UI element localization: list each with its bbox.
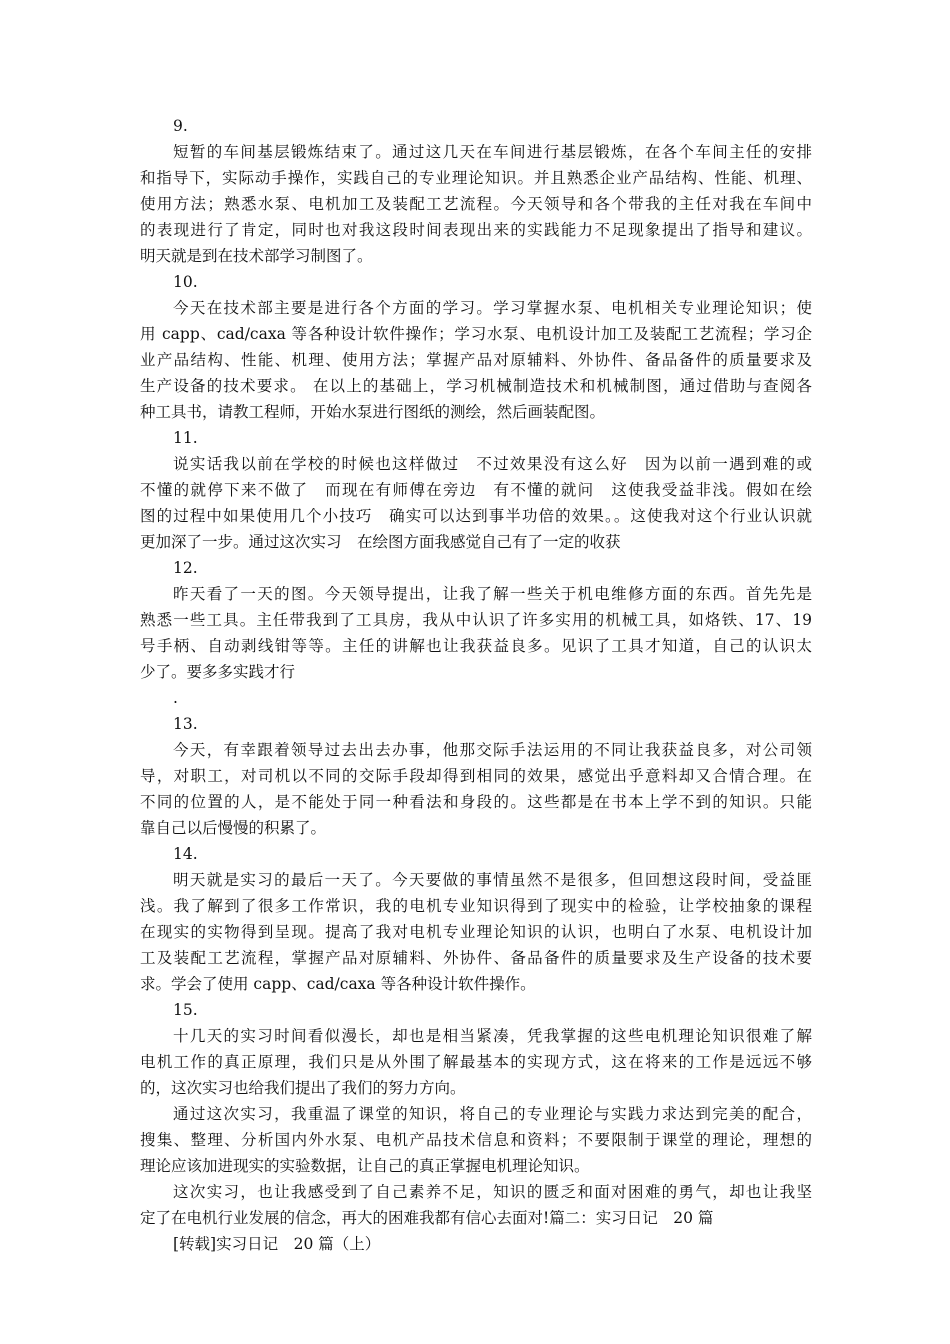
text-line: 这次实习，也让我感受到了自己素养不足，知识的匮乏和面对困难的勇气，却也让我坚 [173,1183,812,1201]
text-line: 不同的位置的人，是不能处于同一种看法和身段的。这些都是在书本上学不到的知识。只能 [140,793,812,811]
text-line: 明天就是到在技术部学习制图了。 [140,247,373,265]
text-line: 求。学会了使用 capp、cad/caxa 等各种设计软件操作。 [140,975,536,993]
text-line: 14. [173,845,198,863]
text-line: 和指导下，实际动手操作，实践自己的专业理论知识。并且熟悉企业产品结构、性能、机理、 [140,169,812,187]
text-line: 熟悉一些工具。主任带我到了工具房，我从中认识了许多实用的机械工具，如烙铁、17、19 [140,611,812,629]
text-line: 明天就是实习的最后一天了。今天要做的事情虽然不是很多，但回想这段时间，受益匪 [173,871,812,889]
text-line: 工及装配工艺流程，掌握产品对原辅料、外协件、备品备件的质量要求及生产设备的技术要 [140,949,812,967]
text-line: 生产设备的技术要求。 在以上的基础上，学习机械制造技术和机械制图，通过借助与查阅各 [140,377,812,395]
text-line: 定了在电机行业发展的信念，再大的困难我都有信心去面对!篇二：实习日记 20 篇 [140,1209,714,1227]
text-line: 在现实的实物得到呈现。提高了我对电机专业理论知识的认识，也明白了水泵、电机设计加 [140,923,812,941]
text-line: 号手柄、自动剥线钳等等。主任的讲解也让我获益良多。见识了工具才知道，自己的认识太 [140,637,812,655]
text-line: 短暂的车间基层锻炼结束了。通过这几天在车间进行基层锻炼，在各个车间主任的安排 [173,143,812,161]
text-line: 使用方法；熟悉水泵、电机加工及装配工艺流程。今天领导和各个带我的主任对我在车间中 [140,195,812,213]
text-line: 浅。我了解到了很多工作常识，我的电机专业知识得到了现实中的检验，让学校抽象的课程 [140,897,812,915]
text-line: 10. [173,273,198,291]
text-line: 用 capp、cad/caxa 等各种设计软件操作；学习水泵、电机设计加工及装配工艺流程；学习企 [140,325,812,343]
text-line: 11. [173,429,198,447]
text-line: 今天，有幸跟着领导过去出去办事，他那交际手法运用的不同让我获益良多，对公司领 [173,741,812,759]
text-line: 12. [173,559,198,577]
text-line: 业产品结构、性能、机理、使用方法；掌握产品对原辅料、外协件、备品备件的质量要求及 [140,351,812,369]
text-line: 搜集、整理、分析国内外水泵、电机产品技术信息和资料；不要限制于课堂的理论，理想的 [140,1131,812,1149]
text-line: 说实话我以前在学校的时候也这样做过 不过效果没有这么好 因为以前一遇到难的或 [173,455,812,473]
text-line: 图的过程中如果使用几个小技巧 确实可以达到事半功倍的效果。。这使我对这个行业认识就 [140,507,812,525]
text-line: 通过这次实习，我重温了课堂的知识，将自己的专业理论与实践力求达到完美的配合， [173,1105,812,1123]
text-line: 不懂的就停下来不做了 而现在有师傅在旁边 有不懂的就问 这使我受益非浅。假如在绘 [140,481,812,499]
text-line: 13. [173,715,198,733]
text-line: 更加深了一步。通过这次实习 在绘图方面我感觉自己有了一定的收获 [140,533,621,551]
text-line: 电机工作的真正原理，我们只是从外围了解最基本的实现方式，这在将来的工作是远远不够 [140,1053,812,1071]
text-line: 靠自己以后慢慢的积累了。 [140,819,327,837]
text-line: 的表现进行了肯定，同时也对我这段时间表现出来的实践能力不足现象提出了指导和建议。 [140,221,812,239]
text-line: 今天在技术部主要是进行各个方面的学习。学习掌握水泵、电机相关专业理论知识；使 [173,299,812,317]
document-page [140,113,812,1257]
text-line: 少了。要多多实践才行 [140,663,296,681]
text-line: 9. [173,117,188,135]
text-line: 十几天的实习时间看似漫长，却也是相当紧凑，凭我掌握的这些电机理论知识很难了解 [173,1027,812,1045]
text-line: [转载]实习日记 20 篇（上） [173,1235,381,1253]
text-line: 昨天看了一天的图。今天领导提出，让我了解一些关于机电维修方面的东西。首先先是 [173,585,812,603]
text-line: . [173,689,178,707]
text-line: 种工具书，请教工程师，开始水泵进行图纸的测绘，然后画装配图。 [140,403,606,421]
text-line: 的，这次实习也给我们提出了我们的努力方向。 [140,1079,466,1097]
text-line: 15. [173,1001,198,1019]
text-line: 导，对职工，对司机以不同的交际手段却得到相同的效果，感觉出乎意料却又合情合理。在 [140,767,812,785]
text-line: 理论应该加进现实的实验数据，让自己的真正掌握电机理论知识。 [140,1157,590,1175]
